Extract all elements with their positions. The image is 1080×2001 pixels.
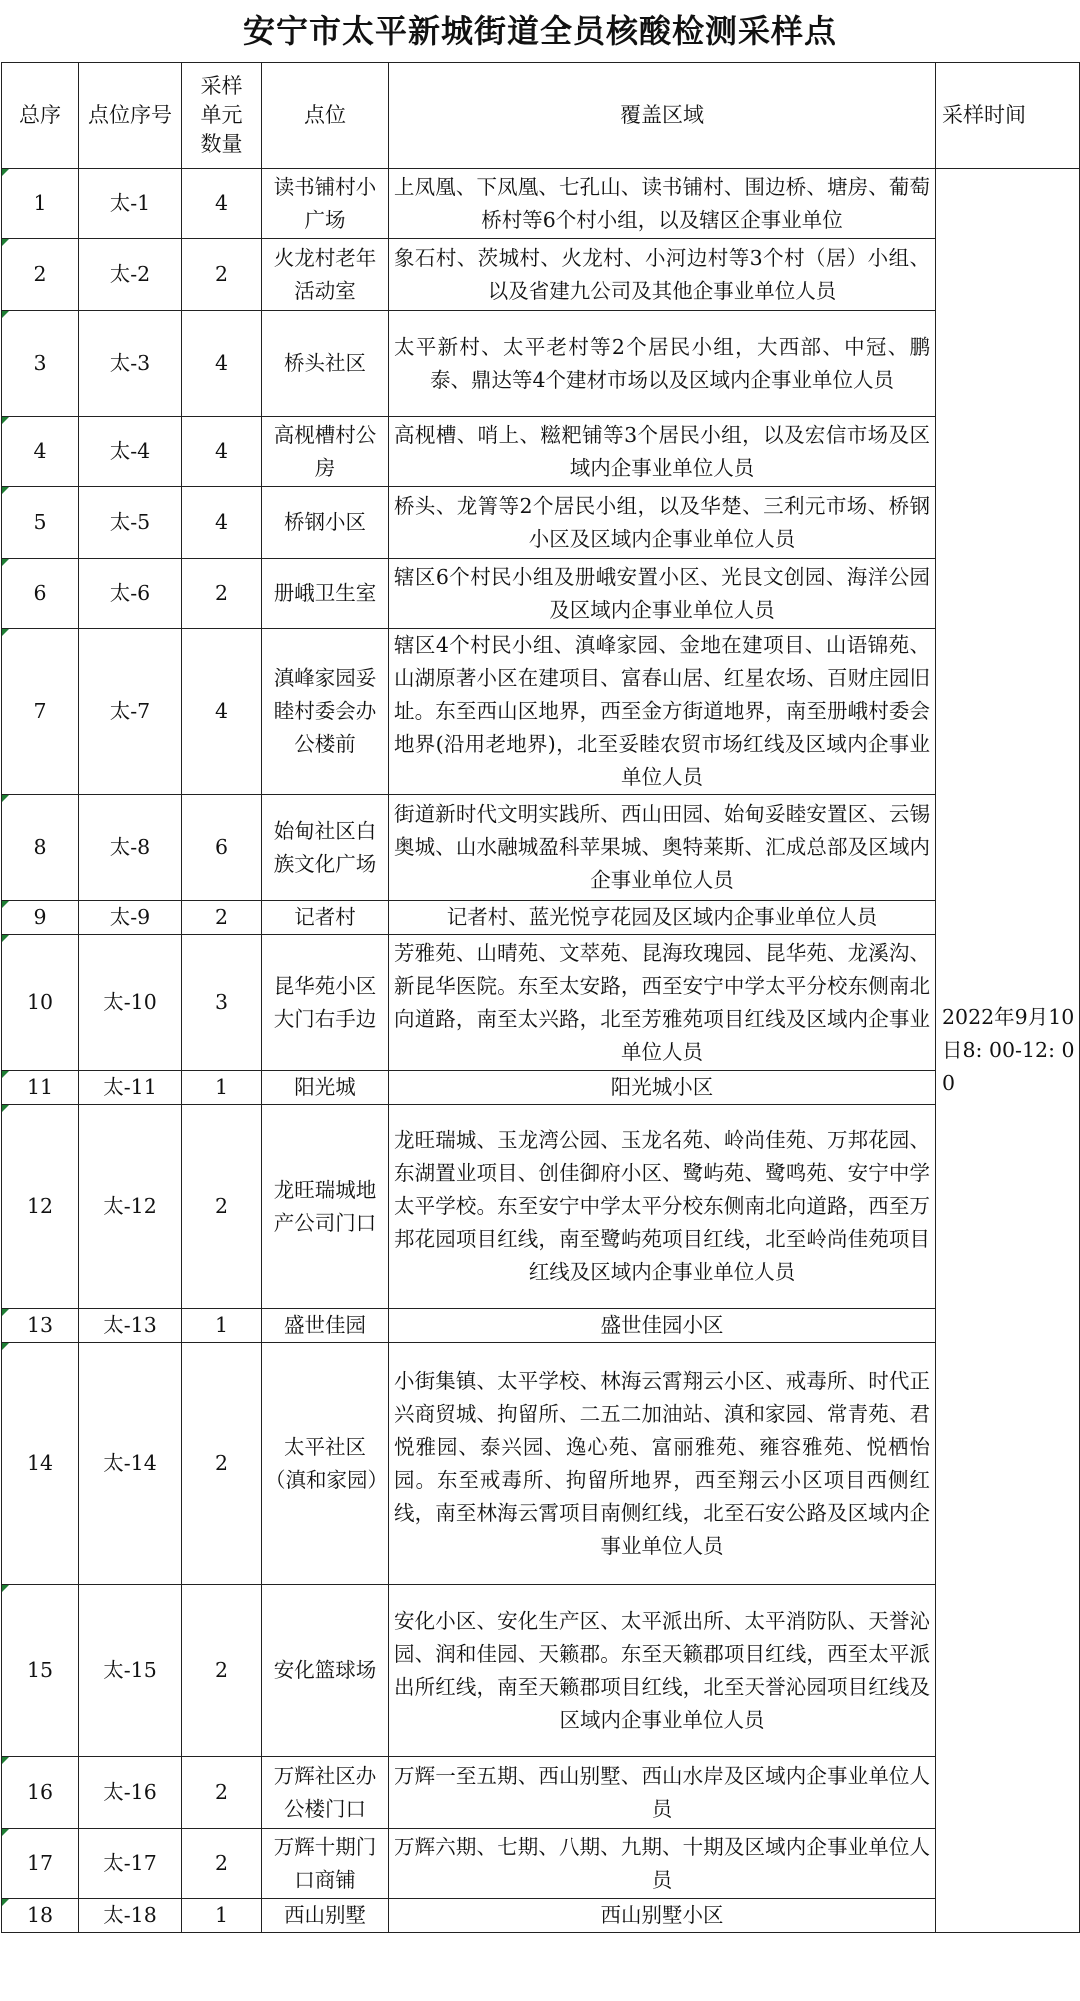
row-location: 西山别墅 (262, 1899, 389, 1933)
row-point-code: 太-3 (79, 311, 182, 417)
row-unit-count: 4 (182, 417, 262, 487)
row-coverage-area: 太平新村、太平老村等2个居民小组，大西部、中冠、鹏泰、鼎达等4个建材市场以及区域内企事业单位人员 (389, 311, 936, 417)
row-unit-count: 2 (182, 239, 262, 311)
row-unit-count: 1 (182, 1899, 262, 1933)
row-point-code: 太-11 (79, 1071, 182, 1105)
row-point-code: 太-2 (79, 239, 182, 311)
row-point-code: 太-4 (79, 417, 182, 487)
row-location: 桥头社区 (262, 311, 389, 417)
row-point-code: 太-18 (79, 1899, 182, 1933)
row-seq: 5 (2, 487, 79, 559)
row-point-code: 太-15 (79, 1585, 182, 1757)
row-seq: 13 (2, 1309, 79, 1343)
row-location: 桥钢小区 (262, 487, 389, 559)
row-location: 万辉十期门口商铺 (262, 1829, 389, 1899)
table-row (2, 1899, 1080, 1933)
row-coverage-area: 辖区6个村民小组及册峨安置小区、光艮文创园、海洋公园及区域内企事业单位人员 (389, 559, 936, 629)
row-coverage-area: 芳雅苑、山晴苑、文萃苑、昆海玫瑰园、昆华苑、龙溪沟、新昆华医院。东至太安路，西至安宁中学太平分校东侧南北向道路，南至太兴路，北至芳雅苑项目红线及区域内企事业单位人员 (389, 935, 936, 1071)
table-row (2, 487, 1080, 559)
row-unit-count: 2 (182, 1757, 262, 1829)
table-row (2, 1757, 1080, 1829)
table-row (2, 901, 1080, 935)
header-time: 采样时间 (936, 63, 1080, 169)
row-point-code: 太-12 (79, 1105, 182, 1309)
header-seq: 总序 (2, 63, 79, 169)
row-point-code: 太-16 (79, 1757, 182, 1829)
row-location: 安化篮球场 (262, 1585, 389, 1757)
row-point-code: 太-8 (79, 795, 182, 901)
row-unit-count: 4 (182, 487, 262, 559)
row-seq: 6 (2, 559, 79, 629)
table-row (2, 1071, 1080, 1105)
row-coverage-area: 辖区4个村民小组、滇峰家园、金地在建项目、山语锦苑、山湖原著小区在建项目、富春山居、红星农场、百财庄园旧址。东至西山区地界，西至金方街道地界，南至册峨村委会地界(沿用老地界)，北至妥睦农贸市场红线及区域内企事业单位人员 (389, 629, 936, 795)
row-unit-count: 3 (182, 935, 262, 1071)
row-point-code: 太-5 (79, 487, 182, 559)
row-location: 阳光城 (262, 1071, 389, 1105)
sampling-time: 2022年9月10日8: 00-12: 00 (936, 169, 1080, 1933)
table-row (2, 239, 1080, 311)
row-coverage-area: 高枧槽、哨上、糍粑铺等3个居民小组，以及宏信市场及区域内企事业单位人员 (389, 417, 936, 487)
row-point-code: 太-14 (79, 1343, 182, 1585)
row-seq: 16 (2, 1757, 79, 1829)
row-seq: 8 (2, 795, 79, 901)
row-unit-count: 2 (182, 1343, 262, 1585)
row-seq: 1 (2, 169, 79, 239)
table-row (2, 1829, 1080, 1899)
row-seq: 2 (2, 239, 79, 311)
row-unit-count: 1 (182, 1071, 262, 1105)
row-location: 龙旺瑞城地产公司门口 (262, 1105, 389, 1309)
table-row (2, 169, 1080, 239)
row-unit-count: 4 (182, 311, 262, 417)
table-row (2, 1585, 1080, 1757)
row-unit-count: 2 (182, 901, 262, 935)
row-location: 高枧槽村公房 (262, 417, 389, 487)
row-location: 万辉社区办公楼门口 (262, 1757, 389, 1829)
row-unit-count: 2 (182, 1105, 262, 1309)
row-coverage-area: 龙旺瑞城、玉龙湾公园、玉龙名苑、岭尚佳苑、万邦花园、东湖置业项目、创佳御府小区、鹭屿苑、鹭鸣苑、安宁中学太平学校。东至安宁中学太平分校东侧南北向道路，西至万邦花园项目红线，南至鹭屿苑项目红线，北至岭尚佳苑项目红线及区域内企事业单位人员 (389, 1105, 936, 1309)
row-point-code: 太-9 (79, 901, 182, 935)
row-point-code: 太-17 (79, 1829, 182, 1899)
row-coverage-area: 记者村、蓝光悦亨花园及区域内企事业单位人员 (389, 901, 936, 935)
table-row (2, 1105, 1080, 1309)
table-row (2, 935, 1080, 1071)
row-location: 盛世佳园 (262, 1309, 389, 1343)
row-unit-count: 2 (182, 559, 262, 629)
table-row (2, 311, 1080, 417)
table-row (2, 795, 1080, 901)
row-seq: 12 (2, 1105, 79, 1309)
sampling-sites-table (1, 62, 1080, 1933)
row-seq: 11 (2, 1071, 79, 1105)
row-unit-count: 1 (182, 1309, 262, 1343)
row-unit-count: 2 (182, 1585, 262, 1757)
page-title: 安宁市太平新城街道全员核酸检测采样点 (242, 12, 837, 50)
row-unit-count: 6 (182, 795, 262, 901)
table-row (2, 629, 1080, 795)
row-location: 太平社区（滇和家园） (262, 1343, 389, 1585)
row-seq: 17 (2, 1829, 79, 1899)
row-seq: 3 (2, 311, 79, 417)
row-coverage-area: 盛世佳园小区 (389, 1309, 936, 1343)
row-coverage-area: 象石村、茨城村、火龙村、小河边村等3个村（居）小组、以及省建九公司及其他企事业单位人员 (389, 239, 936, 311)
header-area: 覆盖区域 (389, 63, 936, 169)
row-seq: 4 (2, 417, 79, 487)
row-location: 记者村 (262, 901, 389, 935)
row-point-code: 太-1 (79, 169, 182, 239)
row-coverage-area: 万辉六期、七期、八期、九期、十期及区域内企事业单位人员 (389, 1829, 936, 1899)
row-unit-count: 4 (182, 169, 262, 239)
row-seq: 14 (2, 1343, 79, 1585)
row-seq: 7 (2, 629, 79, 795)
table-row (2, 417, 1080, 487)
row-point-code: 太-10 (79, 935, 182, 1071)
row-point-code: 太-7 (79, 629, 182, 795)
row-point-code: 太-6 (79, 559, 182, 629)
row-location: 始甸社区白族文化广场 (262, 795, 389, 901)
table-row (2, 1309, 1080, 1343)
row-location: 册峨卫生室 (262, 559, 389, 629)
row-coverage-area: 街道新时代文明实践所、西山田园、始甸妥睦安置区、云锡奥城、山水融城盈科苹果城、奥特莱斯、汇成总部及区域内企事业单位人员 (389, 795, 936, 901)
row-location: 读书铺村小广场 (262, 169, 389, 239)
row-coverage-area: 桥头、龙箐等2个居民小组，以及华楚、三利元市场、桥钢小区及区域内企事业单位人员 (389, 487, 936, 559)
header-code: 点位序号 (79, 63, 182, 169)
row-seq: 15 (2, 1585, 79, 1757)
row-seq: 10 (2, 935, 79, 1071)
table-row (2, 1343, 1080, 1585)
header-row (2, 63, 1080, 169)
row-coverage-area: 上凤凰、下凤凰、七孔山、读书铺村、围边桥、塘房、葡萄桥村等6个村小组，以及辖区企事业单位 (389, 169, 936, 239)
row-point-code: 太-13 (79, 1309, 182, 1343)
row-unit-count: 2 (182, 1829, 262, 1899)
row-coverage-area: 阳光城小区 (389, 1071, 936, 1105)
row-unit-count: 4 (182, 629, 262, 795)
row-coverage-area: 西山别墅小区 (389, 1899, 936, 1933)
row-coverage-area: 安化小区、安化生产区、太平派出所、太平消防队、天誉沁园、润和佳园、天籁郡。东至天籁郡项目红线，西至太平派出所红线，南至天籁郡项目红线，北至天誉沁园项目红线及区域内企事业单位人员 (389, 1585, 936, 1757)
row-coverage-area: 小街集镇、太平学校、林海云霄翔云小区、戒毒所、时代正兴商贸城、拘留所、二五二加油站、滇和家园、常青苑、君悦雅园、泰兴园、逸心苑、富丽雅苑、雍容雅苑、悦栖怡园。东至戒毒所、拘留所地界，西至翔云小区项目西侧红线，南至林海云霄项目南侧红线，北至石安公路及区域内企事业单位人员 (389, 1343, 936, 1585)
header-units: 采样单元数量 (182, 63, 262, 169)
row-seq: 9 (2, 901, 79, 935)
row-location: 昆华苑小区大门右手边 (262, 935, 389, 1071)
row-location: 火龙村老年活动室 (262, 239, 389, 311)
row-seq: 18 (2, 1899, 79, 1933)
table-row (2, 559, 1080, 629)
header-location: 点位 (262, 63, 389, 169)
row-location: 滇峰家园妥睦村委会办公楼前 (262, 629, 389, 795)
row-coverage-area: 万辉一至五期、西山别墅、西山水岸及区域内企事业单位人员 (389, 1757, 936, 1829)
